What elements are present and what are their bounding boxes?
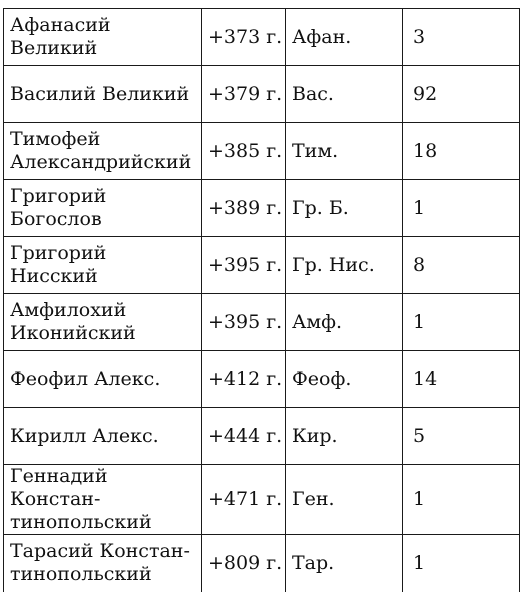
table-row <box>4 294 520 351</box>
name-cell <box>4 408 202 465</box>
name-line: Григорий Нисский <box>10 242 107 287</box>
year-cell: +444 г. <box>202 408 286 465</box>
count-cell: 1 <box>403 465 520 535</box>
fathers-table <box>3 8 520 592</box>
table-row <box>4 9 520 66</box>
name-cell <box>4 237 202 294</box>
name-cell <box>4 535 202 592</box>
abbreviation-cell: Афан. <box>286 9 403 66</box>
name-line: Афанасий Великий <box>10 14 111 59</box>
name-cell <box>4 9 202 66</box>
count-cell: 1 <box>403 535 520 592</box>
name-line: тинопольский <box>10 563 152 586</box>
count-cell: 3 <box>403 9 520 66</box>
abbreviation-cell: Ген. <box>286 465 403 535</box>
name-line: Тимофей <box>10 128 101 150</box>
abbreviation-cell: Тар. <box>286 535 403 592</box>
year-cell: +809 г. <box>202 535 286 592</box>
abbreviation-cell: Тим. <box>286 123 403 180</box>
name-line: Феофил Алекс. <box>10 367 161 390</box>
year-cell: +412 г. <box>202 351 286 408</box>
count-cell: 92 <box>403 66 520 123</box>
count-cell: 18 <box>403 123 520 180</box>
name-cell <box>4 66 202 123</box>
count-cell: 8 <box>403 237 520 294</box>
name-line: тинопольский <box>10 511 152 533</box>
count-cell: 5 <box>403 408 520 465</box>
count-cell: 1 <box>403 180 520 237</box>
table-row <box>4 465 520 535</box>
count-cell: 1 <box>403 294 520 351</box>
name-line: Амфилохий <box>10 299 127 321</box>
name-line: Кирилл Алекс. <box>10 424 159 447</box>
table-row <box>4 66 520 123</box>
year-cell: +385 г. <box>202 123 286 180</box>
name-cell <box>4 123 202 180</box>
abbreviation-cell: Гр. Б. <box>286 180 403 237</box>
year-cell: +379 г. <box>202 66 286 123</box>
table-row <box>4 180 520 237</box>
table-row <box>4 123 520 180</box>
name-line: Тарасий Констан- <box>10 540 190 563</box>
year-cell: +389 г. <box>202 180 286 237</box>
name-line: Иконийский <box>10 322 136 344</box>
abbreviation-cell: Вас. <box>286 66 403 123</box>
table-row <box>4 408 520 465</box>
name-line: Геннадий Констан- <box>10 465 108 510</box>
table-body <box>4 9 520 592</box>
abbreviation-cell: Амф. <box>286 294 403 351</box>
year-cell: +471 г. <box>202 465 286 535</box>
name-cell <box>4 180 202 237</box>
year-cell: +373 г. <box>202 9 286 66</box>
abbreviation-cell: Кир. <box>286 408 403 465</box>
year-cell: +395 г. <box>202 237 286 294</box>
table-row <box>4 535 520 592</box>
abbreviation-cell: Гр. Нис. <box>286 237 403 294</box>
name-line: Александрийский <box>10 151 192 173</box>
table-row <box>4 237 520 294</box>
abbreviation-cell: Феоф. <box>286 351 403 408</box>
table-row <box>4 351 520 408</box>
count-cell: 14 <box>403 351 520 408</box>
name-cell <box>4 465 202 535</box>
name-line: Василий Великий <box>10 82 190 105</box>
name-line: Григорий Богослов <box>10 185 107 230</box>
name-cell <box>4 294 202 351</box>
name-cell <box>4 351 202 408</box>
year-cell: +395 г. <box>202 294 286 351</box>
